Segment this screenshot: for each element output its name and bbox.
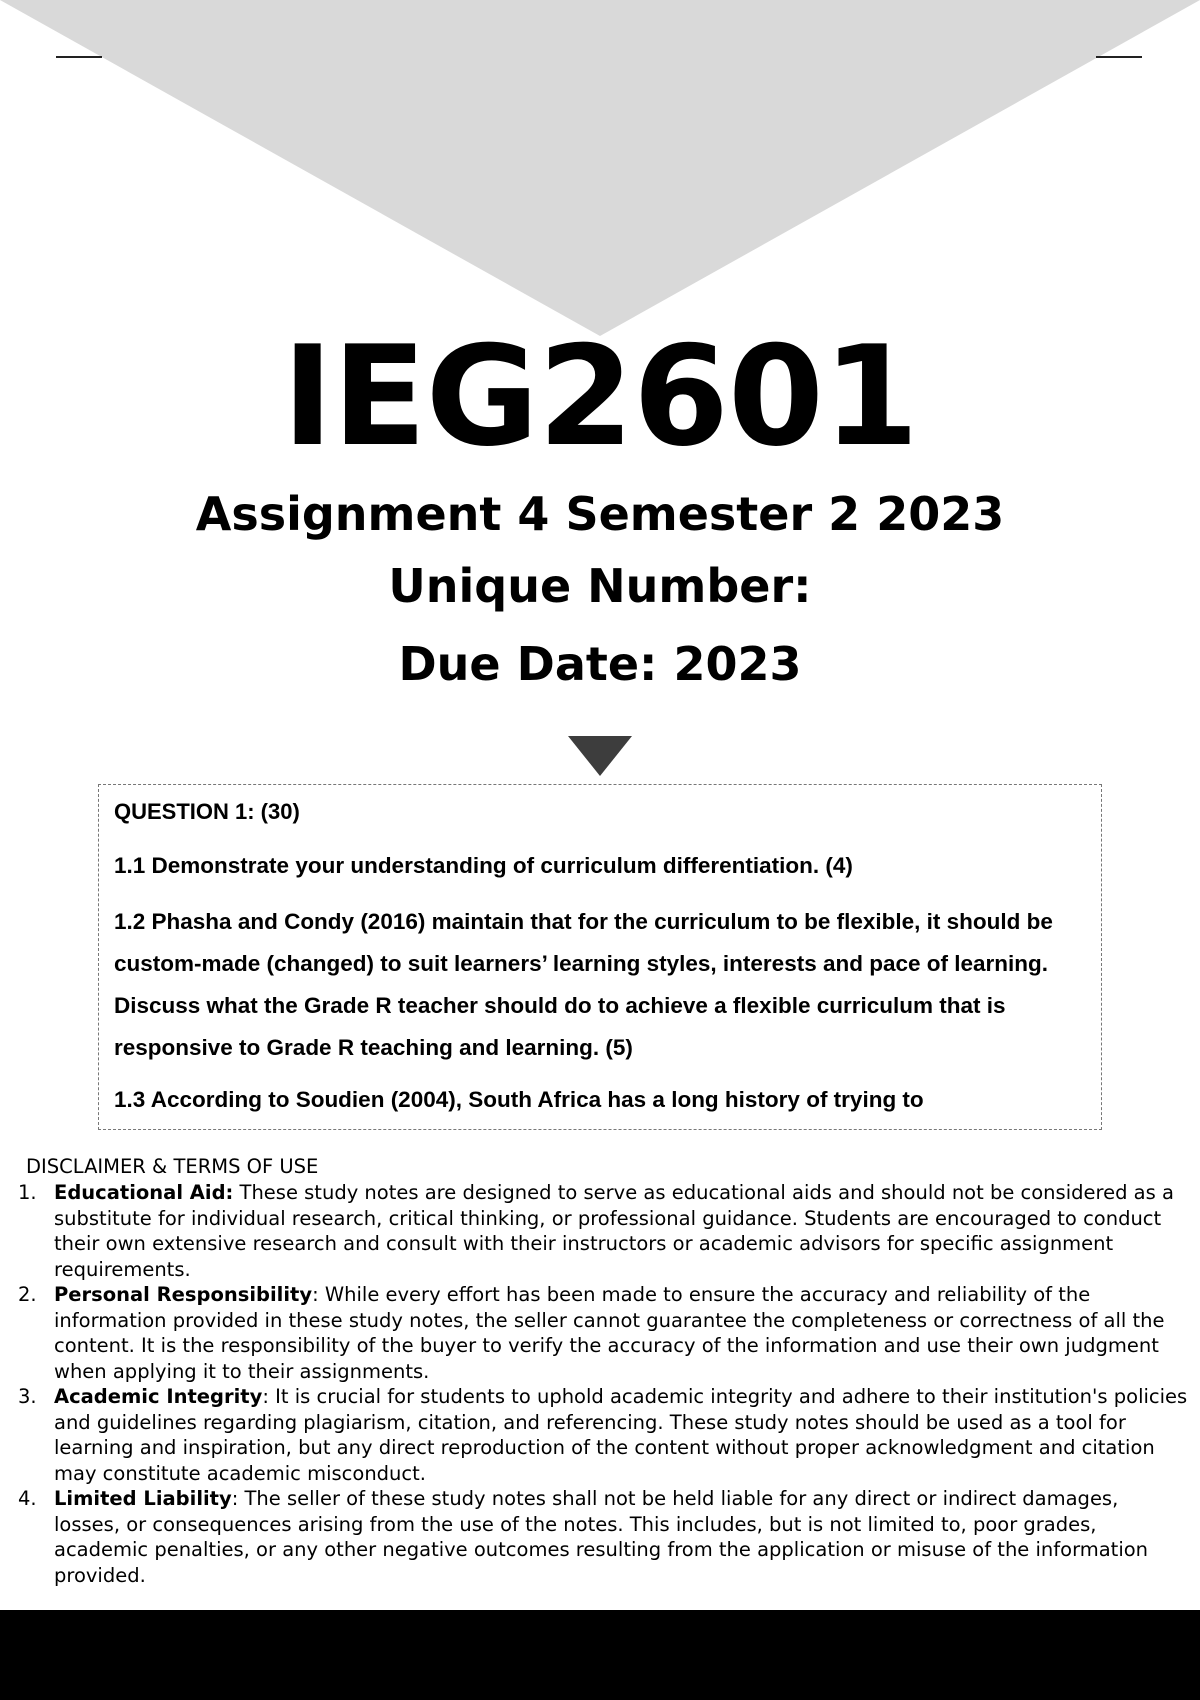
- course-code-title: IEG2601: [282, 316, 918, 477]
- disclaimer-item-number: 2.: [18, 1283, 37, 1306]
- corner-rule-right: [1096, 56, 1142, 58]
- disclaimer-item-term: Academic Integrity: [54, 1385, 263, 1408]
- question-1-3: 1.3 According to Soudien (2004), South Africa has a long history of trying to: [114, 1087, 924, 1112]
- disclaimer-item-term: Personal Responsibility: [54, 1283, 313, 1306]
- disclaimer-item-number: 1.: [18, 1181, 37, 1204]
- disclaimer-item: [18, 1384, 1190, 1486]
- assignment-subtitle: Assignment 4 Semester 2 2023: [195, 487, 1005, 541]
- disclaimer-item-text: : The seller of these study notes shall not be held liable for any direct or indirect damages, losses, or consequences arising from the use of the notes. This includes, but is not limited to, poor grades, academic penalties, or any other negative outcomes resulting from the application or misuse of the information provided.: [54, 1487, 1149, 1587]
- down-arrow-icon: [568, 736, 632, 776]
- disclaimer-item-text: These study notes are designed to serve as educational aids and should not be considered as a substitute for individual research, critical thinking, or professional guidance. Students are encouraged to conduct their own extensive research and consult with their instructors or academic advisors for specific assignment requirements.: [54, 1181, 1174, 1281]
- disclaimer-item: [18, 1180, 1190, 1282]
- disclaimer-item-number: 4.: [18, 1487, 37, 1510]
- disclaimer-item-text: : While every effort has been made to ensure the accuracy and reliability of the information provided in these study notes, the seller cannot guarantee the completeness or correctness of all the content. It is the responsibility of the buyer to verify the accuracy of the information and use their own judgment when applying it to their assignments.: [54, 1283, 1165, 1383]
- chevron-shape: [0, 0, 1200, 336]
- disclaimer-title: DISCLAIMER & TERMS OF USE: [26, 1155, 319, 1178]
- disclaimer-item-text: : It is crucial for students to uphold academic integrity and adhere to their institution's policies and guidelines regarding plagiarism, citation, and referencing. These study notes should be used as a tool for learning and inspiration, but any direct reproduction of the content without proper acknowledgment and citation may constitute academic misconduct.: [54, 1385, 1188, 1485]
- disclaimer-item-number: 3.: [18, 1385, 37, 1408]
- disclaimer-item-term: Limited Liability: [54, 1487, 232, 1510]
- header-chevron-banner: [0, 0, 1200, 340]
- question-preview-box: [98, 784, 1102, 1130]
- disclaimer-list: [18, 1180, 1190, 1588]
- question-heading: QUESTION 1: (30): [114, 799, 300, 824]
- unique-number-label: Unique Number:: [388, 559, 812, 613]
- due-date-label: Due Date: 2023: [398, 637, 802, 691]
- disclaimer-item: [18, 1486, 1190, 1588]
- question-1-1: 1.1 Demonstrate your understanding of curriculum differentiation. (4): [114, 853, 853, 878]
- question-1-2: 1.2 Phasha and Condy (2016) maintain that for the curriculum to be flexible, it should be custom-made (changed) to suit learners’ learning styles, interests and pace of learning. Discuss what the Grade R teacher should do to achieve a flexible curriculum that is responsive to Grade R teaching and learning. (5): [114, 909, 1053, 1060]
- corner-rule-left: [56, 56, 102, 58]
- disclaimer-item: [18, 1282, 1190, 1384]
- footer-bar: [0, 1610, 1200, 1700]
- disclaimer-item-term: Educational Aid:: [54, 1181, 234, 1204]
- disclaimer-section: [18, 1154, 1190, 1588]
